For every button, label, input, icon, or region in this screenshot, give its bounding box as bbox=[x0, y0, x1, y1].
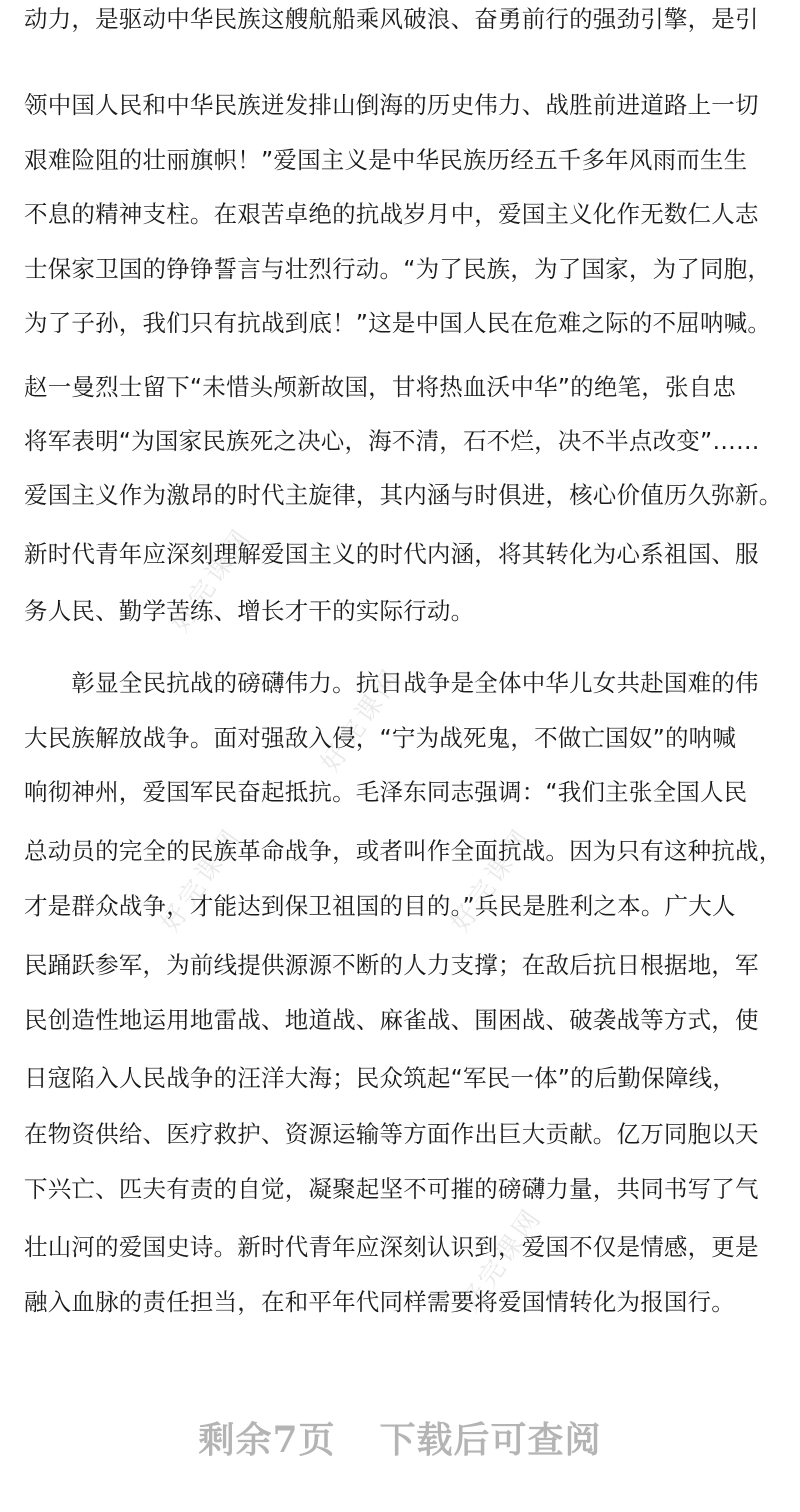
text-line: 务人民、勤学苦练、增长才干的实际行动。 bbox=[24, 597, 475, 625]
text-line: 大民族解放战争。面对强敌入侵，“宁为战死鬼，不做亡国奴”的呐喊 bbox=[24, 724, 737, 752]
remaining-pages-label: 剩余7页 bbox=[198, 1419, 336, 1461]
text-line: 才是群众战争，才能达到保卫祖国的目的。”兵民是胜利之本。广大人 bbox=[24, 892, 736, 920]
text-line: 壮山河的爱国史诗。新时代青年应深刻认识到，爱国不仅是情感，更是 bbox=[24, 1233, 759, 1261]
download-prompt[interactable] bbox=[0, 1412, 800, 1463]
download-to-view-label: 下载后可查阅 bbox=[379, 1419, 602, 1461]
text-line: 不息的精神支柱。在艰苦卓绝的抗战岁月中，爱国主义化作无数仁人志 bbox=[24, 200, 759, 228]
watermark: 好完课网 bbox=[165, 522, 259, 638]
text-line: 为了子孙，我们只有抗战到底！”这是中国人民在危难之际的不屈呐喊。 bbox=[24, 309, 772, 337]
text-line: 爱国主义作为激昂的时代主旋律，其内涵与时俱进，核心价值历久弥新。 bbox=[24, 481, 783, 509]
text-line: 融入血脉的责任担当，在和平年代同样需要将爱国情转化为报国行。 bbox=[24, 1288, 735, 1316]
watermark: 好完课网 bbox=[445, 822, 539, 938]
watermark: 好完课网 bbox=[455, 1202, 549, 1318]
text-line: 将军表明“为国家民族死之决心，海不清，石不烂，决不半点改变”…… bbox=[24, 427, 760, 455]
text-line: 响彻神州，爱国军民奋起抵抗。毛泽东同志强调：“我们主张全国人民 bbox=[24, 778, 748, 806]
text-line: 新时代青年应深刻理解爱国主义的时代内涵，将其转化为心系祖国、服 bbox=[24, 540, 759, 568]
text-line: 在物资供给、医疗救护、资源运输等方面作出巨大贡献。亿万同胞以天 bbox=[24, 1120, 759, 1148]
text-line: 领中国人民和中华民族迸发排山倒海的历史伟力、战胜前进道路上一切 bbox=[24, 91, 759, 119]
text-line: 总动员的完全的民族革命战争，或者叫作全面抗战。因为只有这种抗战， bbox=[24, 837, 783, 865]
watermark: 好完课网 bbox=[155, 822, 249, 938]
text-line: 民创造性地运用地雷战、地道战、麻雀战、围困战、破袭战等方式，使 bbox=[24, 1006, 759, 1034]
text-line: 赵一曼烈士留下“未惜头颅新故国，甘将热血沃中华”的绝笔，张自忠 bbox=[24, 373, 737, 401]
text-line: 民踊跃参军，为前线提供源源不断的人力支撑；在敌后抗日根据地，军 bbox=[24, 951, 759, 979]
text-line: 动力，是驱动中华民族这艘航船乘风破浪、奋勇前行的强劲引擎，是引 bbox=[24, 5, 759, 33]
text-line: 艰难险阻的壮丽旗帜！”爱国主义是中华民族历经五千多年风雨而生生 bbox=[24, 146, 748, 174]
watermark: 好完课网 bbox=[315, 662, 409, 778]
text-line: 彰显全民抗战的磅礴伟力。抗日战争是全体中华儿女共赴国难的伟 bbox=[24, 669, 759, 697]
text-line: 下兴亡、匹夫有责的自觉，凝聚起坚不可摧的磅礴力量，共同书写了气 bbox=[24, 1175, 759, 1203]
text-line: 士保家卫国的铮铮誓言与壮烈行动。“为了民族，为了国家，为了同胞， bbox=[24, 255, 772, 283]
text-line: 日寇陷入人民战争的汪洋大海；民众筑起“军民一体”的后勤保障线， bbox=[24, 1064, 737, 1092]
